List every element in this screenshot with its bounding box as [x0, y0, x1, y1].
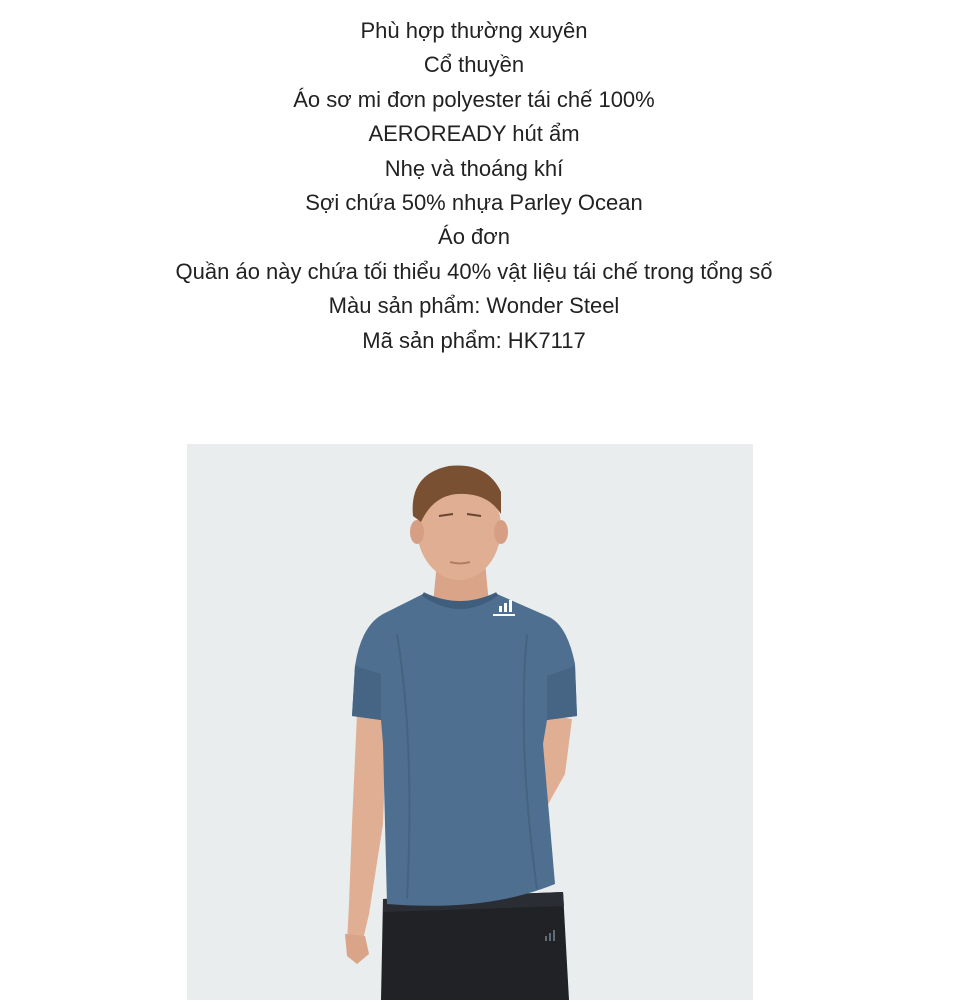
ear: [410, 520, 424, 544]
recycled-content-line: Quần áo này chứa tối thiểu 40% vật liệu tái chế trong tổng số: [175, 258, 773, 284]
parley-line: Sợi chứa 50% nhựa Parley Ocean: [305, 190, 643, 216]
aeroready-line: AEROREADY hút ẩm: [368, 121, 580, 147]
product-color-line: Màu sản phẩm: Wonder Steel: [328, 293, 620, 319]
single-jersey-line: Áo đơn: [438, 224, 510, 250]
model-illustration: [187, 444, 753, 1000]
product-photo: [187, 444, 753, 1000]
lightweight-line: Nhẹ và thoáng khí: [384, 155, 564, 181]
collar-line: Cổ thuyền: [423, 52, 525, 78]
left-hand: [345, 934, 369, 964]
fit-line: Phù hợp thường xuyên: [360, 18, 588, 43]
left-arm: [347, 714, 387, 944]
product-description: [0, 14, 948, 358]
tshirt: [352, 594, 577, 906]
tshirt-sleeve-left-shade: [352, 666, 381, 720]
ear: [494, 520, 508, 544]
material-line: Áo sơ mi đơn polyester tái chế 100%: [293, 86, 655, 112]
product-code-line: Mã sản phẩm: HK7117: [362, 327, 586, 353]
